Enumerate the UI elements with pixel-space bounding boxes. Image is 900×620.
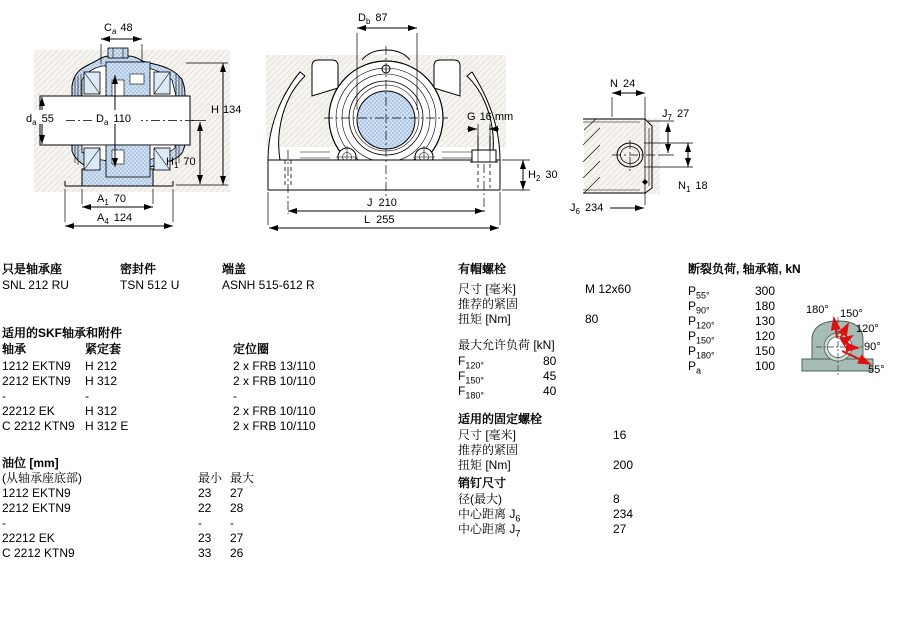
svg-text:H170: $H_1$ 70 [166,156,196,170]
cap-bolt-torque-label: 扭矩 [Nm] [458,312,511,326]
dim-j6 [570,202,644,216]
ring-col-header: 定位圈 [233,342,270,356]
bearing-col-header: 轴承 [2,342,27,356]
svg-text:J6234: $J_6$ 234 [570,202,604,216]
attach-bolt-size-value: 16 [613,428,627,442]
angle-label-180: 180° [806,304,829,316]
svg-text:L255: L 255 [364,214,395,226]
svg-text:N24: N 24 [610,78,636,90]
svg-text:J210: J 210 [367,197,397,209]
oil-section-title: 油位 [mm] [2,456,59,470]
svg-text:N118: $N_1$ 18 [678,180,708,194]
housing-only-label: 只是轴承座 [2,262,63,276]
svg-text:A170: $A_1$ 70 [97,193,127,207]
side-detail-drawing [560,48,730,228]
sleeve-col-header: 紧定套 [85,342,122,356]
svg-text:H134: H 134 [211,104,242,116]
base-plate [268,160,500,190]
max-load-title: 最大允许负荷 [kN] [458,338,555,352]
housing-designation: SNL 212 RU [2,278,69,292]
front-view-drawing [260,0,560,240]
svg-text:Da110: $D_a$ 110 [96,113,131,127]
attach-bolt-torque-label: 扭矩 [Nm] [458,458,511,472]
oil-min-header: 最小 [198,471,223,485]
right-column: 断裂负荷, 轴承箱, kN $P_{55^\circ}$ 300 $P_{90^\circ}$ 180 $P_{120^\circ}$ 130 $P_{150^\circ}$ 120 $P_{180^\circ}$ 150 $P_a$ 100 [688,262,801,376]
end-cover-designation: ASNH 515-612 R [222,278,315,292]
pins-title: 销钉尺寸 [458,476,507,490]
bearings-section-title: 适用的SKF轴承和附件 [2,326,123,340]
attach-bolt-torque-value: 200 [613,458,634,472]
angle-label-55: 55° [868,364,885,376]
dim-h2 [502,160,558,190]
side-backdrop [584,118,660,194]
cap-bolts-title: 有帽螺栓 [458,262,507,276]
attach-bolt-size-label: 尺寸 [毫米] [458,428,517,442]
angle-label-120: 120° [856,323,879,335]
section-view-drawing [0,0,260,240]
svg-text:J727: $J_7$ 27 [662,108,690,122]
cap-bolt-torque-value: 80 [585,312,599,326]
svg-text:G16 mm: G 16 mm [467,111,514,123]
svg-text:da55: $d_a$ 55 [26,113,54,127]
middle-column: 有帽螺栓 尺寸 [毫米] M 12x60 推荐的紧固 扭矩 [Nm] 80 最大允许负荷 [kN] $F_{120^\circ}$ 80 $F_{150^\circ}$ 45 $F_{180^\circ}$ 40 适用的固定螺栓 尺寸 [毫米] 16 推荐的紧固 扭矩 [Nm] 200 销钉尺寸 径(最大) 8 中心距离 $J_6$ 234 中心距离 $J_7$ 27 [458,262,634,539]
angle-label-90: 90° [864,341,881,353]
attach-bolt-tighten-label: 推荐的紧固 [458,443,519,457]
attach-bolts-title: 适用的固定螺栓 [458,412,543,426]
svg-text:A4124: $A_4$ 124 [97,212,133,226]
left-column: 只是轴承座 密封件 端盖 SNL 212 RU TSN 512 U ASNH 515-612 R 适用的SKF轴承和附件 轴承 紧定套 定位圈 1212 EKTN9 H 212 2 x FRB 13/110 2212 EKTN9 H 312 2 x FRB 10/110 - - - 22212 EK H 312 2 x FRB 10/110 C 2212 KTN9 H 312 E 2 x FRB 10/110 油位 [mm] (从轴承座底部) 最小 最大 1212 EKTN9 23 27 2212 EKTN9 22 28 - - - 22212 EK 23 27 C 2212 KTN9 33 26 [2,262,316,560]
svg-text:Db87: $D_b$ 87 [358,12,388,26]
end-cover-label: 端盖 [222,262,247,276]
oil-max-header: 最大 [230,471,255,485]
cap-bolt-tighten-label: 推荐的紧固 [458,297,519,311]
cap-bolt-size-value: M 12x60 [585,282,632,296]
seal-designation: TSN 512 U [120,278,180,292]
oil-subtitle: (从轴承座底部) [2,471,82,485]
breaking-loads-title: 断裂负荷, 轴承箱, kN [688,262,801,276]
load-direction-diagram [778,292,900,404]
grease-nipple [108,48,128,58]
cap-bolt-size-label: 尺寸 [毫米] [458,282,517,296]
svg-text:Ca48: $C_a$ 48 [104,22,133,36]
angle-label-150: 150° [840,308,863,320]
seal-label: 密封件 [120,262,157,276]
svg-text:H230: $H_2$ 30 [528,169,558,183]
